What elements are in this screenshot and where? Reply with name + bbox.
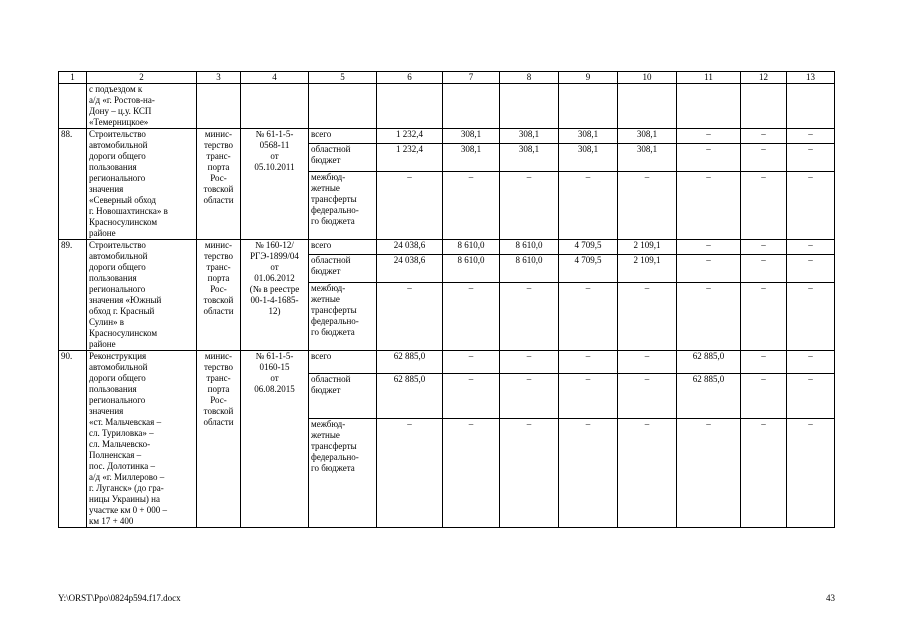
row-number: 88. <box>59 129 87 240</box>
column-header: 9 <box>559 72 618 84</box>
column-header: 12 <box>741 72 787 84</box>
column-header: 2 <box>87 72 197 84</box>
amount-cell: – <box>500 282 559 350</box>
table-row <box>59 129 835 144</box>
table-row <box>59 351 835 374</box>
column-header: 8 <box>500 72 559 84</box>
amount-cell: 308,1 <box>559 129 618 144</box>
empty-cell <box>443 84 500 129</box>
empty-cell <box>500 84 559 129</box>
amount-cell: – <box>500 171 559 239</box>
amount-cell: – <box>618 374 677 419</box>
amount-cell: – <box>559 419 618 528</box>
page-number: 43 <box>826 593 835 603</box>
amount-cell: 308,1 <box>559 143 618 171</box>
amount-cell: – <box>618 282 677 350</box>
amount-cell: – <box>377 282 443 350</box>
column-header: 6 <box>377 72 443 84</box>
header-row <box>59 72 835 84</box>
amount-cell: 2 109,1 <box>618 240 677 255</box>
amount-cell: 308,1 <box>443 129 500 144</box>
amount-cell: – <box>787 129 835 144</box>
column-header: 5 <box>309 72 377 84</box>
amount-cell: – <box>677 129 741 144</box>
amount-cell: – <box>741 143 787 171</box>
amount-cell: – <box>741 419 787 528</box>
amount-cell: 1 232,4 <box>377 143 443 171</box>
amount-cell: – <box>500 351 559 374</box>
amount-cell: – <box>677 240 741 255</box>
amount-cell: 24 038,6 <box>377 240 443 255</box>
amount-cell: 2 109,1 <box>618 254 677 282</box>
amount-cell: – <box>559 171 618 239</box>
amount-cell: – <box>677 171 741 239</box>
amount-cell: 308,1 <box>618 143 677 171</box>
amount-cell: – <box>443 419 500 528</box>
funding-source: всего <box>309 351 377 374</box>
agency: минис- терство транс- порта Рос- товской области <box>197 351 241 528</box>
table-row <box>59 240 835 255</box>
amount-cell: – <box>677 282 741 350</box>
table-row <box>59 84 835 129</box>
column-header: 10 <box>618 72 677 84</box>
amount-cell: – <box>559 351 618 374</box>
amount-cell: – <box>677 254 741 282</box>
agency: минис- терство транс- порта Рос- товской области <box>197 240 241 351</box>
amount-cell: 8 610,0 <box>443 240 500 255</box>
column-header: 13 <box>787 72 835 84</box>
budget-table <box>58 71 835 528</box>
amount-cell: 308,1 <box>500 129 559 144</box>
amount-cell: 62 885,0 <box>377 351 443 374</box>
project-name: Строительство автомобильной дороги общего пользования регионального значения «Северный обход г. Новошахтинска» в Красносулинском районе <box>87 129 197 240</box>
amount-cell: – <box>500 419 559 528</box>
project-name: с подъездом к а/д «г. Ростов-на- Дону – ц.у. КСП «Темерницкое» <box>87 84 197 129</box>
expertise-doc: № 160-12/ РГЭ-1899/04 от 01.06.2012 (№ в реестре 00-1-4-1685- 12) <box>241 240 309 351</box>
amount-cell: – <box>741 240 787 255</box>
column-header: 1 <box>59 72 87 84</box>
amount-cell: 8 610,0 <box>443 254 500 282</box>
empty-cell <box>309 84 377 129</box>
amount-cell: 62 885,0 <box>677 351 741 374</box>
funding-source: межбюд- жетные трансферты федерально- го бюджета <box>309 282 377 350</box>
amount-cell: – <box>787 143 835 171</box>
amount-cell: – <box>677 419 741 528</box>
amount-cell: 8 610,0 <box>500 240 559 255</box>
row-number: 89. <box>59 240 87 351</box>
amount-cell: – <box>443 282 500 350</box>
row-number <box>59 84 87 129</box>
funding-source: межбюд- жетные трансферты федерально- го бюджета <box>309 419 377 528</box>
amount-cell: 4 709,5 <box>559 240 618 255</box>
empty-cell <box>741 84 787 129</box>
amount-cell: – <box>443 351 500 374</box>
empty-cell <box>377 84 443 129</box>
column-header: 7 <box>443 72 500 84</box>
amount-cell: – <box>741 254 787 282</box>
amount-cell: 308,1 <box>443 143 500 171</box>
amount-cell: – <box>377 171 443 239</box>
amount-cell: – <box>618 419 677 528</box>
amount-cell: 62 885,0 <box>677 374 741 419</box>
agency: минис- терство транс- порта Рос- товской области <box>197 129 241 240</box>
expertise-doc: № 61-1-5- 0568-11 от 05.10.2011 <box>241 129 309 240</box>
empty-cell <box>618 84 677 129</box>
file-path: Y:\ORST\Ppo\0824p594.f17.docx <box>58 593 181 603</box>
empty-cell <box>787 84 835 129</box>
amount-cell: – <box>618 171 677 239</box>
amount-cell: 308,1 <box>618 129 677 144</box>
amount-cell: 1 232,4 <box>377 129 443 144</box>
amount-cell: – <box>787 254 835 282</box>
amount-cell: – <box>618 351 677 374</box>
amount-cell: – <box>443 171 500 239</box>
amount-cell: – <box>741 129 787 144</box>
amount-cell: 62 885,0 <box>377 374 443 419</box>
funding-source: межбюд- жетные трансферты федерально- го бюджета <box>309 171 377 239</box>
funding-source: всего <box>309 240 377 255</box>
amount-cell: – <box>377 419 443 528</box>
amount-cell: – <box>741 171 787 239</box>
amount-cell: – <box>443 374 500 419</box>
amount-cell: – <box>500 374 559 419</box>
amount-cell: 4 709,5 <box>559 254 618 282</box>
project-name: Реконструкция автомобильной дороги общего пользования регионального значения «ст. Мальчевская – сл. Туриловка» – сл. Мальчевско- Полненская – пос. Долотинка – а/д «г. Миллерово – г. Луганск» (до гра- ницы Украины) на участке км 0 + 000 – км 17 + 400 <box>87 351 197 528</box>
amount-cell: 308,1 <box>500 143 559 171</box>
amount-cell: – <box>787 374 835 419</box>
amount-cell: – <box>741 282 787 350</box>
amount-cell: – <box>787 419 835 528</box>
amount-cell: – <box>741 374 787 419</box>
amount-cell: 8 610,0 <box>500 254 559 282</box>
amount-cell: – <box>559 282 618 350</box>
column-header: 3 <box>197 72 241 84</box>
amount-cell: – <box>787 351 835 374</box>
column-header: 4 <box>241 72 309 84</box>
amount-cell: – <box>559 374 618 419</box>
empty-cell <box>197 84 241 129</box>
row-number: 90. <box>59 351 87 528</box>
funding-source: областной бюджет <box>309 143 377 171</box>
empty-cell <box>241 84 309 129</box>
amount-cell: – <box>677 143 741 171</box>
empty-cell <box>677 84 741 129</box>
funding-source: областной бюджет <box>309 374 377 419</box>
funding-source: всего <box>309 129 377 144</box>
amount-cell: – <box>787 282 835 350</box>
amount-cell: – <box>787 240 835 255</box>
amount-cell: – <box>741 351 787 374</box>
funding-source: областной бюджет <box>309 254 377 282</box>
amount-cell: – <box>787 171 835 239</box>
empty-cell <box>559 84 618 129</box>
column-header: 11 <box>677 72 741 84</box>
amount-cell: 24 038,6 <box>377 254 443 282</box>
project-name: Строительство автомобильной дороги общего пользования регионального значения «Южный обход г. Красный Сулин» в Красносулинском районе <box>87 240 197 351</box>
expertise-doc: № 61-1-5- 0160-15 от 06.08.2015 <box>241 351 309 528</box>
